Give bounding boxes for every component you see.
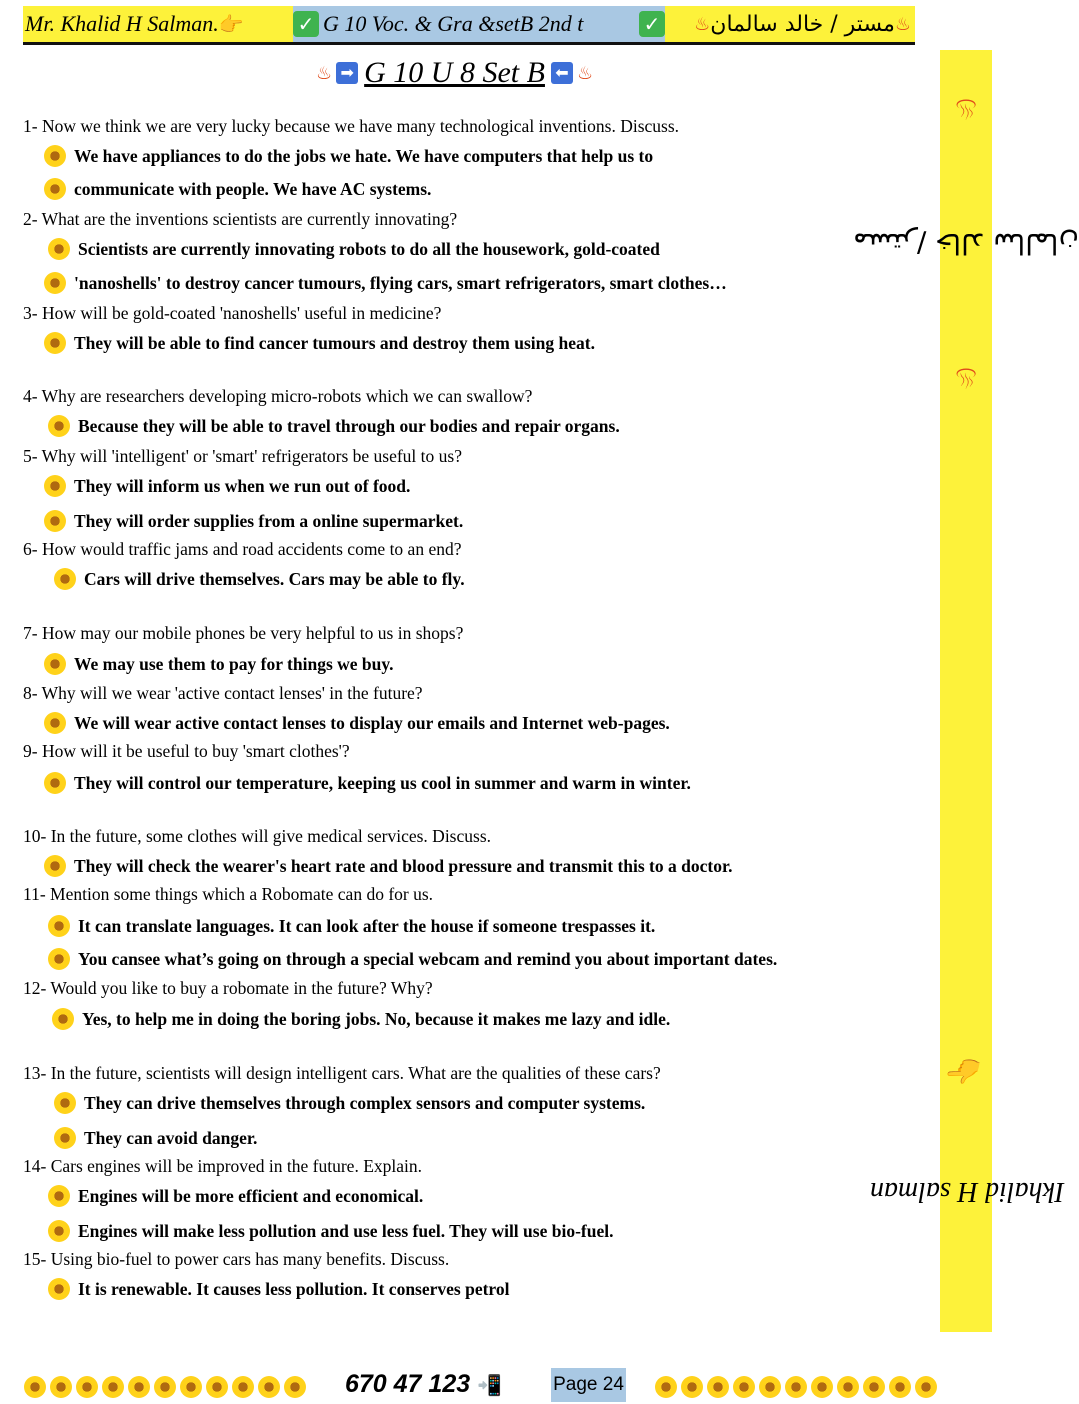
sunflower-icon [24, 1376, 46, 1398]
answer-7-1: We may use them to pay for things we buy. [44, 653, 394, 675]
sunflower-icon [54, 1092, 76, 1114]
answer-5-1: They will inform us when we run out of food. [44, 475, 410, 497]
sunflower-icon [889, 1376, 911, 1398]
header-left [23, 6, 293, 42]
sunflower-icon [50, 1376, 72, 1398]
sunflower-icon [681, 1376, 703, 1398]
sunflower-icon [44, 510, 66, 532]
sunflower-icon [44, 475, 66, 497]
answer-14-1: Engines will be more efficient and economical. [48, 1185, 423, 1207]
question-8: 8- Why will we wear 'active contact lenses' in the future? [23, 683, 423, 703]
sunflower-icon [258, 1376, 280, 1398]
sunflower-icon [180, 1376, 202, 1398]
check-mark-icon: ✓ [293, 11, 319, 37]
answer-11-2: You cansee what’s going on through a special webcam and remind you about important dates. [48, 948, 777, 970]
side-banner-bottom [869, 1010, 1065, 1330]
page-number: Page 24 [551, 1368, 626, 1402]
header-middle [293, 6, 665, 42]
pointing-hand-icon: 👉 [948, 1053, 984, 1085]
sunflower-icon [44, 772, 66, 794]
answer-3-1: They will be able to find cancer tumours and destroy them using heat. [44, 332, 595, 354]
sunflower-icon [44, 178, 66, 200]
sunflower-icon [707, 1376, 729, 1398]
header-course: G 10 Voc. & Gra &setB 2nd t [323, 11, 584, 36]
answer-2-1: Scientists are currently innovating robots to do all the housework, gold-coated [48, 238, 660, 260]
right-arrow-icon: ➡ [336, 62, 358, 84]
answer-12-1: Yes, to help me in doing the boring jobs. No, because it makes me lazy and idle. [52, 1008, 670, 1030]
page-title-text: G 10 U 8 Set B [364, 56, 545, 89]
left-arrow-icon: ⬅ [551, 62, 573, 84]
sunflower-icon [785, 1376, 807, 1398]
question-1: 1- Now we think we are very lucky because we have many technological inventions. Discuss. [23, 116, 680, 136]
sunflower-icon [102, 1376, 124, 1398]
sunflower-icon [52, 1008, 74, 1030]
question-9: 9- How will it be useful to buy 'smart clothes'? [23, 741, 350, 761]
header-right [665, 6, 915, 42]
sunflower-row-left [24, 1376, 306, 1398]
hot-springs-icon: ♨ [953, 92, 979, 126]
answer-8-1: We will wear active contact lenses to display our emails and Internet web-pages. [44, 712, 670, 734]
answer-4-1: Because they will be able to travel through our bodies and repair organs. [48, 415, 620, 437]
sunflower-icon [48, 1278, 70, 1300]
sunflower-icon [733, 1376, 755, 1398]
question-13: 13- In the future, scientists will design intelligent cars. What are the qualities of these cars? [23, 1063, 661, 1083]
sunflower-icon [128, 1376, 150, 1398]
sunflower-icon [44, 712, 66, 734]
sunflower-icon [44, 332, 66, 354]
sunflower-icon [48, 238, 70, 260]
answer-5-2: They will order supplies from a online supermarket. [44, 510, 463, 532]
sunflower-icon [44, 145, 66, 167]
sunflower-icon [811, 1376, 833, 1398]
sunflower-row-right [655, 1376, 937, 1398]
sunflower-icon [54, 568, 76, 590]
question-14: 14- Cars engines will be improved in the future. Explain. [23, 1156, 423, 1176]
question-11: 11- Mention some things which a Robomate can do for us. [23, 884, 434, 904]
pointing-hand-icon: 👉 [218, 12, 244, 36]
hot-springs-icon: ♨ [316, 62, 333, 84]
check-mark-icon: ✓ [639, 11, 665, 37]
side-author: Ikhalid H salman [869, 1175, 1065, 1207]
answer-13-1: They can drive themselves through complex sensors and computer systems. [54, 1092, 645, 1114]
hot-springs-icon: ♨ [576, 62, 594, 84]
hot-springs-icon: ♨ [953, 360, 979, 394]
answer-11-1: It can translate languages. It can look after the house if someone trespasses it. [48, 915, 655, 937]
question-7: 7- How may our mobile phones be very helpful to us in shops? [23, 623, 464, 643]
answer-10-1: They will check the wearer's heart rate and blood pressure and transmit this to a doctor. [44, 855, 733, 877]
mobile-phone-icon: 📲 [477, 1373, 502, 1397]
side-banner [853, 50, 1079, 1332]
sunflower-icon [76, 1376, 98, 1398]
answer-1-1: We have appliances to do the jobs we hate. We have computers that help us to [44, 145, 653, 167]
sunflower-icon [837, 1376, 859, 1398]
sunflower-icon [44, 855, 66, 877]
sunflower-icon [48, 1220, 70, 1242]
sunflower-icon [284, 1376, 306, 1398]
answer-15-1: It is renewable. It causes less pollution. It conserves petrol [48, 1278, 510, 1300]
answer-6-1: Cars will drive themselves. Cars may be able to fly. [54, 568, 465, 590]
answer-2-2: 'nanoshells' to destroy cancer tumours, flying cars, smart refrigerators, smart clothes… [44, 272, 727, 294]
sunflower-icon [48, 915, 70, 937]
header-author: Mr. Khalid H Salman. [25, 11, 219, 36]
sunflower-icon [48, 415, 70, 437]
sunflower-icon [44, 272, 66, 294]
header-arabic-name: مستر / خالد سالمان [710, 11, 895, 37]
side-banner-top [853, 58, 1079, 428]
question-4: 4- Why are researchers developing micro-robots which we can swallow? [23, 386, 533, 406]
question-3: 3- How will be gold-coated 'nanoshells' useful in medicine? [23, 303, 442, 323]
footer [0, 1370, 992, 1404]
question-10: 10- In the future, some clothes will give medical services. Discuss. [23, 826, 492, 846]
answer-9-1: They will control our temperature, keeping us cool in summer and warm in winter. [44, 772, 691, 794]
side-arabic-name: مستر/ خالد سالمان [853, 226, 1079, 260]
hot-springs-icon: ♨ [694, 13, 711, 35]
sunflower-icon [44, 653, 66, 675]
sunflower-icon [48, 948, 70, 970]
phone-number: 670 47 123 📲 [345, 1370, 502, 1398]
sunflower-icon [206, 1376, 228, 1398]
sunflower-icon [54, 1127, 76, 1149]
question-2: 2- What are the inventions scientists are currently innovating? [23, 209, 458, 229]
answer-14-2: Engines will make less pollution and use less fuel. They will use bio-fuel. [48, 1220, 613, 1242]
sunflower-icon [655, 1376, 677, 1398]
answer-13-2: They can avoid danger. [54, 1127, 257, 1149]
page-title [316, 56, 593, 90]
sunflower-icon [232, 1376, 254, 1398]
answer-1-2: communicate with people. We have AC systems. [44, 178, 431, 200]
sunflower-icon [863, 1376, 885, 1398]
sunflower-icon [154, 1376, 176, 1398]
question-12: 12- Would you like to buy a robomate in the future? Why? [23, 978, 433, 998]
sunflower-icon [48, 1185, 70, 1207]
sunflower-icon [759, 1376, 781, 1398]
hot-springs-icon: ♨ [894, 13, 911, 35]
sunflower-icon [915, 1376, 937, 1398]
question-15: 15- Using bio-fuel to power cars has many benefits. Discuss. [23, 1249, 450, 1269]
question-6: 6- How would traffic jams and road accidents come to an end? [23, 539, 462, 559]
question-5: 5- Why will 'intelligent' or 'smart' refrigerators be useful to us? [23, 446, 462, 466]
header-bar [23, 6, 915, 45]
